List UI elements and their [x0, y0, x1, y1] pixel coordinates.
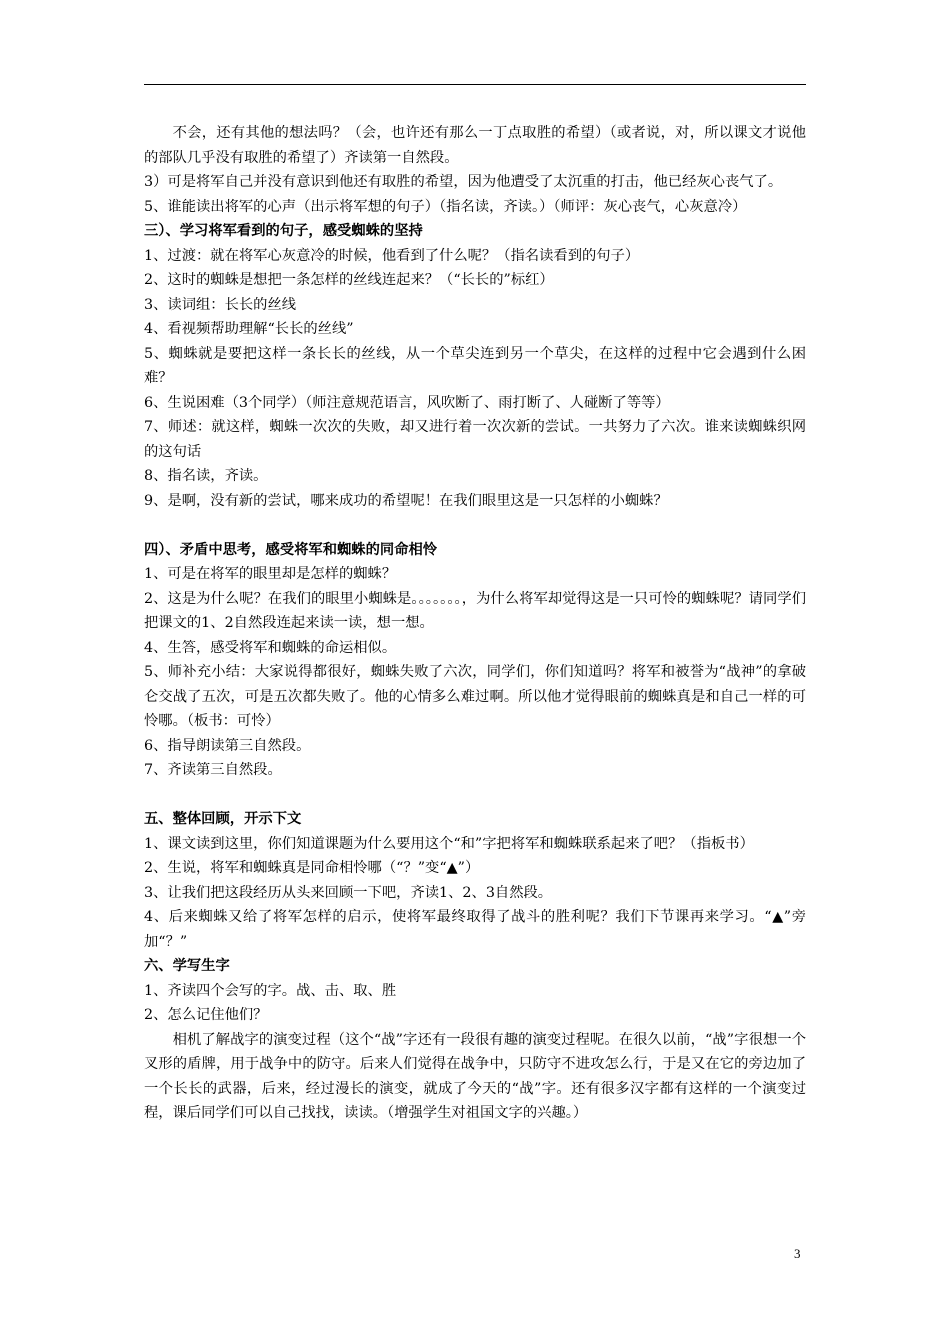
paragraph: 5、蜘蛛就是要把这样一条长长的丝线，从一个草尖连到另一个草尖，在这样的过程中它会遇到什么困难？: [144, 345, 806, 386]
paragraph: 2、这时的蜘蛛是想把一条怎样的丝线连起来？（“长长的”标红）: [144, 272, 554, 288]
paragraph: 5、师补充小结：大家说得都很好，蜘蛛失败了六次，同学们，你们知道吗？将军和被誉为“战神”的拿破仑交战了五次，可是五次都失败了。他的心情多么难过啊。所以他才觉得眼前的蜘蛛真是和自己一样的可怜哪。（板书：可怜）: [144, 664, 806, 729]
paragraph: 2、怎么记住他们？: [144, 1007, 268, 1023]
paragraph: 1、可是在将军的眼里却是怎样的蜘蛛？: [144, 566, 397, 582]
paragraph: 4、生答，感受将军和蜘蛛的命运相似。: [144, 639, 397, 656]
page-number: 3: [794, 1246, 801, 1261]
blank-line: [144, 783, 806, 808]
section-heading: 四）、矛盾中思考，感受将军和蜘蛛的同命相怜: [144, 541, 438, 558]
paragraph: 3、让我们把这段经历从头来回顾一下吧，齐读1、2、3自然段。: [144, 884, 553, 901]
section-heading: 五、整体回顾，开示下文: [144, 811, 302, 827]
blank-line: [144, 513, 806, 538]
paragraph: 7、齐读第三自然段。: [144, 762, 282, 778]
paragraph: 8、指名读，齐读。: [144, 468, 268, 484]
paragraph: 3）可是将军自己并没有意识到他还有取胜的希望，因为他遭受了太沉重的打击，他已经灰心丧气了。: [144, 174, 783, 190]
paragraph: 1、课文读到这里，你们知道课题为什么要用这个“和”字把将军和蜘蛛联系起来了吧？（指板书）: [144, 835, 754, 852]
paragraph: 4、看视频帮助理解“长长的丝线”: [144, 321, 354, 337]
paragraph: 5、谁能读出将军的心声（出示将军想的句子）（指名读，齐读。）（师评：灰心丧气，心灰意冷）: [144, 198, 747, 215]
paragraph: 7、师述：就这样，蜘蛛一次次的失败，却又进行着一次次新的尝试。一共努力了六次。谁来读蜘蛛织网的这句话: [144, 419, 806, 460]
paragraph: 1、过渡：就在将军心灰意冷的时候，他看到了什么呢？（指名读看到的句子）: [144, 247, 640, 264]
paragraph: 相机了解战字的演变过程（这个“战”字还有一段很有趣的演变过程呢。在很久以前，“战”字很想一个叉形的盾牌，用于战争中的防守。后来人们觉得在战争中，只防守不进攻怎么行，于是又在它的旁边加了一个长长的武器，后来，经过漫长的演变，就成了今天的“战”字。还有很多汉字都有这样的一个演变过程，课后同学们可以自己找找，读读。（增强学生对祖国文字的兴趣。）: [144, 1031, 806, 1121]
paragraph: 6、指导朗读第三自然段。: [144, 737, 311, 754]
header-rule: [144, 84, 806, 85]
section-heading: 三）、学习将军看到的句子，感受蜘蛛的坚持: [144, 223, 423, 239]
section-heading: 六、学写生字: [144, 958, 230, 974]
paragraph: 6、生说困难（3个同学）（师注意规范语言，风吹断了、雨打断了、人碰断了等等）: [144, 394, 670, 411]
document-body: [144, 121, 806, 1126]
paragraph: 4、后来蜘蛛又给了将军怎样的启示，使将军最终取得了战斗的胜利呢？我们下节课再来学习。“▲”旁加“？”: [144, 909, 806, 950]
paragraph: 9、是啊，没有新的尝试，哪来成功的希望呢！在我们眼里这是一只怎样的小蜘蛛？: [144, 492, 668, 509]
paragraph: 3、读词组：长长的丝线: [144, 296, 297, 313]
paragraph: 2、生说，将军和蜘蛛真是同命相怜哪（“？”变“▲”）: [144, 860, 480, 876]
paragraph: 不会，还有其他的想法吗？（会，也许还有那么一丁点取胜的希望）（或者说，对，所以课文才说他的部队几乎没有取胜的希望了）齐读第一自然段。: [144, 125, 806, 166]
paragraph: 2、这是为什么呢？在我们的眼里小蜘蛛是。。。。。。。，为什么将军却觉得这是一只可怜的蜘蛛呢？请同学们把课文的1、2自然段连起来读一读，想一想。: [144, 590, 806, 631]
paragraph: 1、齐读四个会写的字。战、击、取、胜: [144, 982, 397, 999]
